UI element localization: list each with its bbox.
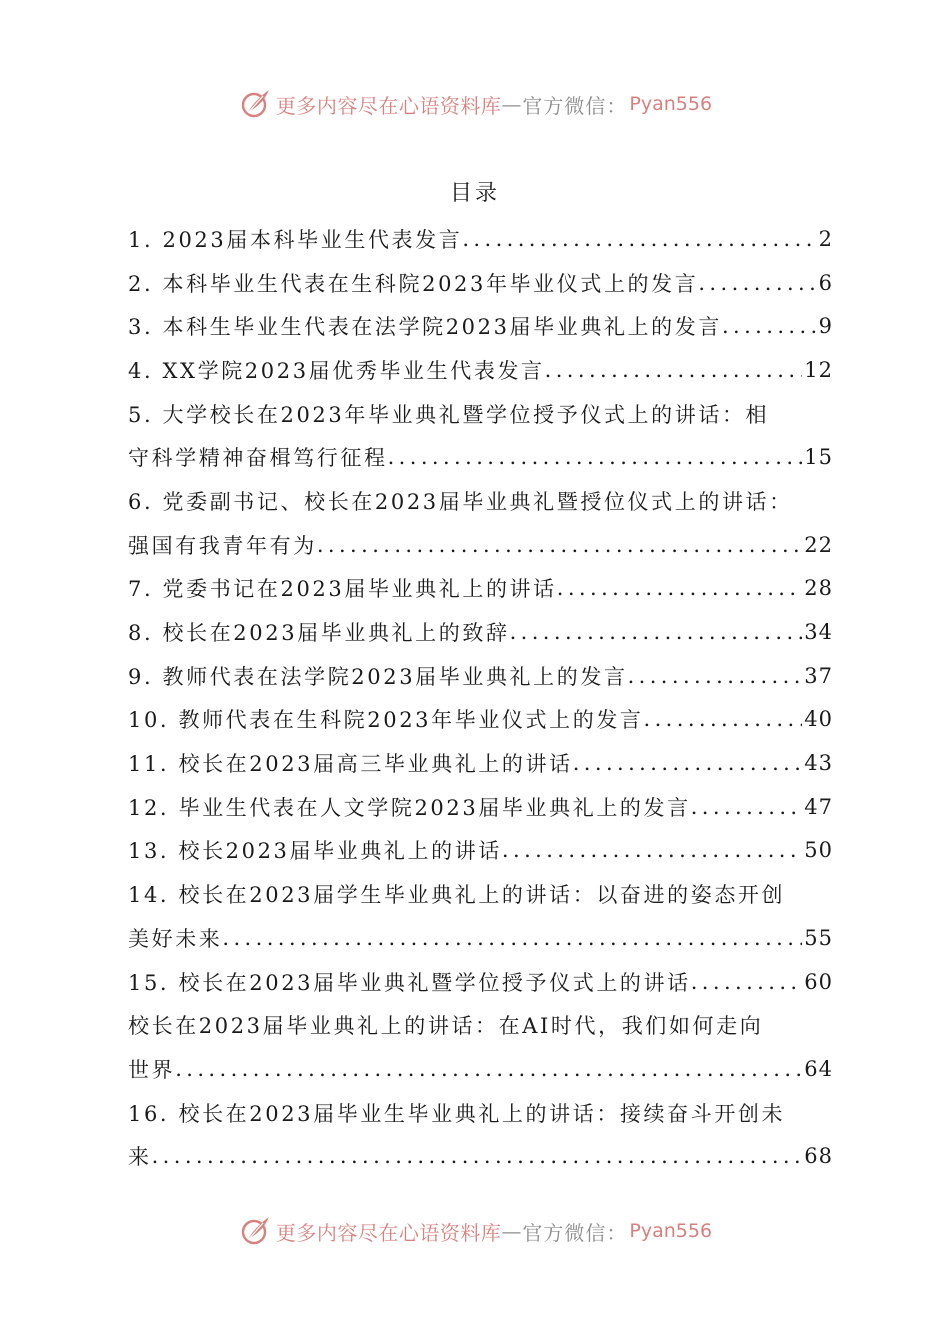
table-of-contents [128,217,833,1178]
feather-pen-logo-icon [238,87,272,121]
toc-entry-text: 强国有我青年有为 [128,533,317,558]
toc-entry-9[interactable] [128,654,833,698]
toc-entry-text: 6. 党委副书记、校长在2023届毕业典礼暨授位仪式上的讲话： [128,489,793,514]
toc-entry-16[interactable] [128,1091,833,1135]
watermark-brand: 更多内容尽在心语资料库 [275,93,502,118]
watermark-dash: — [501,92,523,116]
toc-entry-text: 11. 校长在2023届高三毕业典礼上的讲话 [128,752,573,777]
toc-page-number: 55 [804,925,833,950]
toc-page-number: 2 [818,226,833,251]
toc-leader-dots [557,576,803,600]
toc-title: 目录 [449,181,500,206]
toc-entry-text: 世界 [128,1057,176,1082]
toc-entry-7[interactable] [128,567,833,611]
toc-leader-dots [545,358,803,382]
toc-entry-10[interactable] [128,698,833,742]
toc-entry-text: 7. 党委书记在2023届毕业典礼上的讲话 [128,577,557,602]
toc-page-number: 47 [804,794,833,819]
toc-leader-dots [222,926,802,950]
toc-page-number: 12 [804,357,833,382]
toc-entry-text: 15. 校长在2023届毕业典礼暨学位授予仪式上的讲话 [128,970,691,995]
toc-entry-8[interactable] [128,610,833,654]
toc-entry-text: 8. 校长在2023届毕业典礼上的致辞 [128,621,510,646]
toc-entry-text: 5. 大学校长在2023年毕业典礼暨学位授予仪式上的讲话：相 [128,402,770,427]
toc-leader-dots [698,271,816,295]
footer-watermark [0,1211,950,1251]
watermark-brand: 更多内容尽在心语资料库 [275,1220,502,1245]
toc-entry-3[interactable] [128,304,833,348]
toc-entry-6-cont[interactable] [128,523,833,567]
toc-entry-text: 9. 教师代表在法学院2023届毕业典礼上的发言 [128,664,628,689]
toc-leader-dots [510,620,803,644]
toc-leader-dots [175,1057,802,1081]
watermark-wechat-id: Pyan556 [629,1220,713,1242]
toc-page-number: 34 [804,620,833,645]
toc-entry-16-cont[interactable] [128,1134,833,1178]
toc-entry-12[interactable] [128,785,833,829]
watermark-official: 官方微信： [522,1220,628,1245]
toc-entry-5-cont[interactable] [128,435,833,479]
toc-leader-dots [462,227,816,251]
toc-entry-15[interactable] [128,960,833,1004]
watermark-official: 官方微信： [522,93,628,118]
toc-page-number: 60 [804,969,833,994]
toc-entry-text: 2. 本科毕业生代表在生科院2023年毕业仪式上的发言 [128,271,699,296]
toc-page-number: 40 [804,707,833,732]
toc-entry-6[interactable] [128,479,833,523]
toc-entry-text: 3. 本科生毕业生代表在法学院2023届毕业典礼上的发言 [128,315,722,340]
toc-page-number: 50 [804,838,833,863]
toc-entry-text: 12. 毕业生代表在人文学院2023届毕业典礼上的发言 [128,795,691,820]
watermark-wechat-id: Pyan556 [629,93,713,115]
toc-entry-text: 13. 校长2023届毕业典礼上的讲话 [128,839,502,864]
toc-leader-dots [388,445,803,469]
toc-leader-dots [628,664,803,688]
toc-page-number: 37 [804,663,833,688]
feather-pen-logo-icon [238,1214,272,1248]
toc-page-number: 68 [804,1144,833,1169]
toc-entry-13[interactable] [128,829,833,873]
toc-entry-text: 校长在2023届毕业典礼上的讲话：在AI时代，我们如何走向 [128,1014,764,1039]
toc-entry-text: 14. 校长在2023届学生毕业典礼上的讲话：以奋进的姿态开创 [128,883,786,908]
toc-leader-dots [317,533,802,557]
toc-page-number: 9 [818,314,833,339]
toc-leader-dots [644,707,803,731]
toc-page-number: 43 [804,751,833,776]
toc-page-number: 15 [804,445,833,470]
toc-entry-text: 16. 校长在2023届毕业生毕业典礼上的讲话：接续奋斗开创未 [128,1101,786,1126]
toc-entry-2[interactable] [128,261,833,305]
toc-entry-unnumbered[interactable] [128,1003,833,1047]
toc-entry-text: 美好未来 [128,926,223,951]
toc-page-number: 64 [804,1056,833,1081]
header-watermark [0,84,950,124]
toc-page-number: 22 [804,532,833,557]
watermark-dash: — [501,1219,523,1243]
toc-leader-dots [502,838,802,862]
toc-leader-dots [722,314,817,338]
toc-page-number: 6 [818,270,833,295]
toc-entry-text: 1. 2023届本科毕业生代表发言 [128,227,463,252]
toc-entry-14-cont[interactable] [128,916,833,960]
toc-entry-5[interactable] [128,392,833,436]
toc-entry-unnumbered-cont[interactable] [128,1047,833,1091]
toc-entry-text: 守科学精神奋楫笃行征程 [128,446,388,471]
toc-entry-text: 来 [128,1145,152,1170]
toc-entry-4[interactable] [128,348,833,392]
toc-leader-dots [691,970,803,994]
toc-leader-dots [691,795,803,819]
toc-entry-text: 4. XX学院2023届优秀毕业生代表发言 [128,358,545,383]
toc-leader-dots [573,751,803,775]
toc-leader-dots [152,1144,803,1168]
toc-page-number: 28 [804,576,833,601]
toc-entry-text: 10. 教师代表在生科院2023年毕业仪式上的发言 [128,708,644,733]
toc-entry-1[interactable] [128,217,833,261]
toc-entry-11[interactable] [128,741,833,785]
toc-entry-14[interactable] [128,872,833,916]
